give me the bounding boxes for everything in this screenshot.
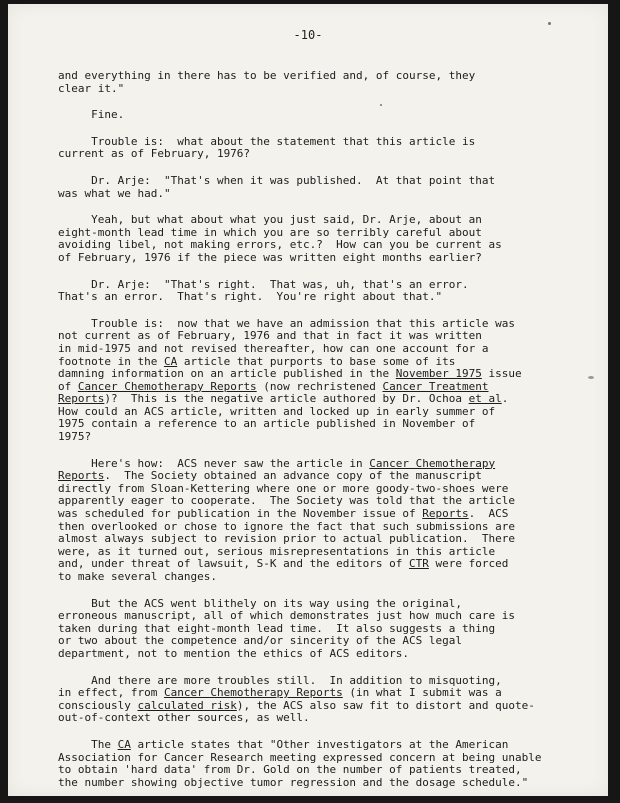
text-line: That's an error. That's right. You're right about that." (58, 290, 443, 304)
text-line: the number showing objective tumor regression and the dosage schedule." (58, 775, 529, 789)
text-line: was scheduled for publication in the November issue of Reports. ACS (58, 507, 509, 521)
text-line: Dr. Arje: "That's right. That was, uh, that's an error. (58, 277, 469, 291)
text-line: department, not to mention the ethics of ACS editors. (58, 646, 409, 660)
paragraph (58, 279, 558, 304)
text-line: to make several changes. (58, 570, 217, 583)
paragraph (58, 675, 558, 725)
scan-speck (588, 376, 594, 379)
text-line: Fine. (58, 108, 125, 122)
text-line: out-of-context other sources, as well. (58, 711, 310, 725)
paragraph (58, 136, 558, 161)
paragraph (58, 739, 558, 789)
text-line: Here's how: ACS never saw the article in Cancer Chemotherapy (58, 456, 496, 470)
text-line: And there are more troubles still. In addition to misquoting, (58, 673, 502, 687)
text-line: clear it." (58, 81, 125, 95)
text-line: eight-month lead time in which you are so terribly careful about (58, 225, 482, 239)
paragraph (58, 458, 558, 584)
text-line: The CA article states that "Other investigators at the American (58, 737, 509, 751)
paragraph (58, 214, 558, 264)
text-line: in effect, from Cancer Chemotherapy Reports (in what I submit was a (58, 686, 502, 700)
text-line: of February, 1976 if the piece was written eight months earlier? (58, 250, 482, 264)
text-line: But the ACS went blithely on its way using the original, (58, 596, 462, 610)
text-line: were, as it turned out, serious misrepresentations in this article (58, 544, 496, 558)
paragraph (58, 318, 558, 444)
text-line: Trouble is: now that we have an admission that this article was (58, 316, 515, 330)
text-line: Reports. The Society obtained an advance copy of the manuscript (58, 469, 482, 483)
paragraph (58, 175, 558, 200)
text-line: then overlooked or chose to ignore the fact that such submissions are (58, 519, 515, 533)
text-line: Trouble is: what about the statement that this article is (58, 134, 476, 148)
text-line: Association for Cancer Research meeting expressed concern at being unable (58, 750, 542, 764)
text-line: apparently eager to cooperate. The Society was told that the article (58, 494, 515, 508)
text-line: Yeah, but what about what you just said, Dr. Arje, about an (58, 213, 482, 227)
text-line: consciously calculated risk), the ACS also saw fit to distort and quote- (58, 698, 535, 712)
text-line: and everything in there has to be verified and, of course, they (58, 69, 476, 82)
paragraph (58, 598, 558, 661)
text-line: in mid-1975 and not revised thereafter, how can one account for a (58, 341, 489, 355)
text-line: erroneous manuscript, all of which demonstrates just how much care is (58, 609, 515, 623)
text-line: Reports)? This is the negative article authored by Dr. Ochoa et al. (58, 392, 509, 406)
text-line: of Cancer Chemotherapy Reports (now rechristened Cancer Treatment (58, 379, 489, 393)
text-line: directly from Sloan-Kettering where one or more goody-two-shoes were (58, 481, 509, 495)
text-line: and, under threat of lawsuit, S-K and the editors of CTR were forced (58, 557, 509, 571)
text-line: to obtain 'hard data' from Dr. Gold on the number of patients treated, (58, 763, 522, 777)
text-line: How could an ACS article, written and locked up in early summer of (58, 404, 496, 418)
paragraph (58, 109, 558, 122)
text-line: almost always subject to revision prior to actual publication. There (58, 532, 515, 546)
document-page (8, 4, 608, 796)
text-line: footnote in the CA article that purports to base some of its (58, 354, 456, 368)
text-line: 1975 contain a reference to an article published in November of (58, 417, 476, 431)
text-line: current as of February, 1976? (58, 147, 251, 161)
page-number: -10- (293, 28, 323, 42)
text-line: was what we had." (58, 186, 171, 200)
letter-body (58, 70, 558, 803)
paragraph (58, 70, 558, 95)
text-line: not current as of February, 1976 and that in fact it was written (58, 329, 482, 343)
text-line: avoiding libel, not making errors, etc.? How can you be current as (58, 238, 502, 252)
text-line: 1975? (58, 430, 92, 444)
text-line: or two about the competence and/or sincerity of the ACS legal (58, 634, 462, 648)
text-line: Dr. Arje: "That's when it was published. At that point that (58, 173, 496, 187)
scan-speck (548, 22, 551, 25)
text-line: damning information on an article published in the November 1975 issue (58, 367, 522, 381)
text-line: taken during that eight-month lead time. It also suggests a thing (58, 621, 496, 635)
